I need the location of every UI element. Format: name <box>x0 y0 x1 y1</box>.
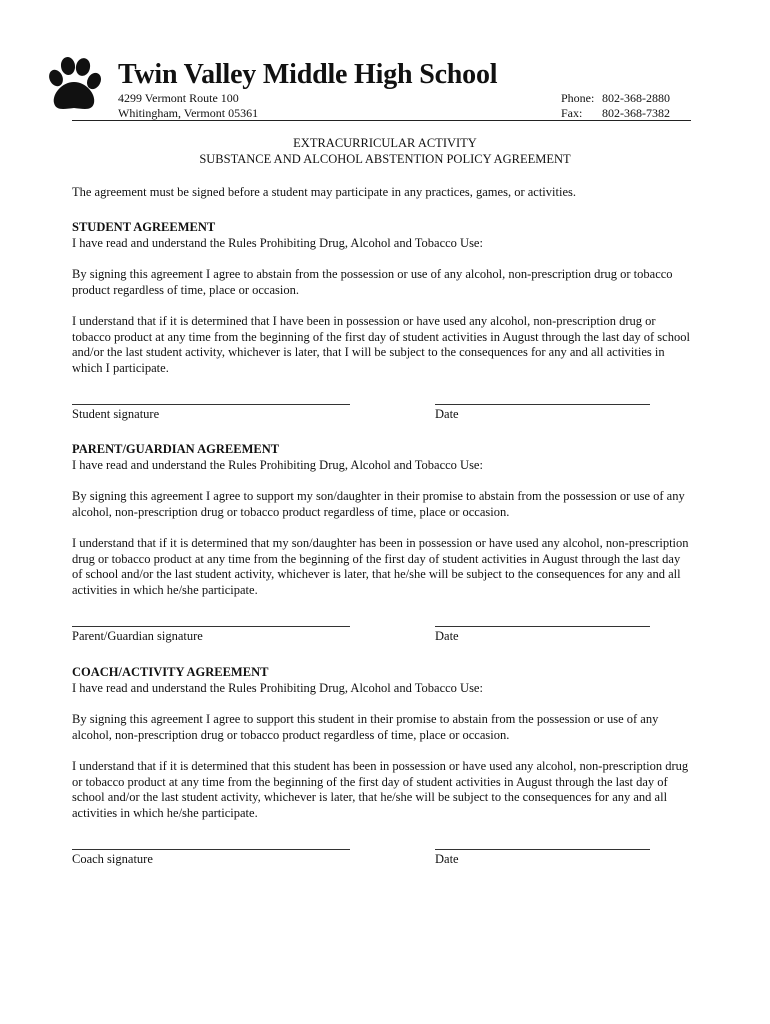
parent-para1: By signing this agreement I agree to support my son/daughter in their promise to abstain from the possession or use of any alcohol, non-prescription drug or tobacco product regardless of time, place or occasion. <box>72 489 685 519</box>
address-line2: Whitingham, Vermont 05361 <box>118 106 259 120</box>
coach-read-line: I have read and understand the Rules Prohibiting Drug, Alcohol and Tobacco Use: <box>72 681 483 695</box>
doc-title-line1: EXTRACURRICULAR ACTIVITY <box>293 136 477 150</box>
student-heading: STUDENT AGREEMENT <box>72 220 216 234</box>
student-signature-label: Student signature <box>72 407 160 421</box>
parent-heading: PARENT/GUARDIAN AGREEMENT <box>72 442 280 456</box>
student-signature-line[interactable] <box>72 404 350 405</box>
phone-value: 802-368-2880 <box>602 91 670 105</box>
coach-para2: I understand that if it is determined that this student has been in possession or have used any alcohol, non-prescription drug or tobacco product at any time from the beginning of the first day of student activities in August through the last day of school and/or the last student activity, whichever is later, that he/she will be subject to the consequences for any and all activities in which he/she participate. <box>72 759 689 820</box>
coach-heading: COACH/ACTIVITY AGREEMENT <box>72 665 269 679</box>
coach-date-label: Date <box>435 852 459 866</box>
parent-signature-line[interactable] <box>72 626 350 627</box>
parent-para2: I understand that if it is determined that my son/daughter has been in possession or have used any alcohol, non-prescription drug or tobacco product at any time from the beginning of the first day of student activities in August through the last day of school and/or the last student activity, whichever is later, that he/she will be subject to the consequences for any and all activities in which he/she participate. <box>72 536 689 597</box>
coach-signature-label: Coach signature <box>72 852 153 866</box>
student-date-label: Date <box>435 407 459 421</box>
student-para1: By signing this agreement I agree to abstain from the possession or use of any alcohol, non-prescription drug or tobacco product regardless of time, place or occasion. <box>72 267 673 297</box>
fax-label: Fax: <box>561 106 583 120</box>
school-name: Twin Valley Middle High School <box>118 59 498 90</box>
phone-label: Phone: <box>561 91 595 105</box>
paw-print-icon <box>46 56 102 114</box>
doc-title-line2: SUBSTANCE AND ALCOHOL ABSTENTION POLICY AGREEMENT <box>199 152 571 166</box>
parent-signature-label: Parent/Guardian signature <box>72 629 203 643</box>
parent-date-line[interactable] <box>435 626 650 627</box>
parent-date-label: Date <box>435 629 459 643</box>
header-divider <box>72 120 691 121</box>
fax-value: 802-368-7382 <box>602 106 670 120</box>
intro-text: The agreement must be signed before a student may participate in any practices, games, or activities. <box>72 185 576 199</box>
parent-read-line: I have read and understand the Rules Prohibiting Drug, Alcohol and Tobacco Use: <box>72 458 483 472</box>
coach-date-line[interactable] <box>435 849 650 850</box>
student-date-line[interactable] <box>435 404 650 405</box>
coach-signature-line[interactable] <box>72 849 350 850</box>
student-para2: I understand that if it is determined that I have been in possession or have used any alcohol, non-prescription drug or tobacco product at any time from the beginning of the first day of student activities in August through the last day of school and/or the last student activity, whichever is later, that I will be subject to the consequences for any and all activities in which I participate. <box>72 314 690 375</box>
student-read-line: I have read and understand the Rules Prohibiting Drug, Alcohol and Tobacco Use: <box>72 236 483 250</box>
address-line1: 4299 Vermont Route 100 <box>118 91 239 105</box>
coach-para1: By signing this agreement I agree to support this student in their promise to abstain from the possession or use of any alcohol, non-prescription drug or tobacco product regardless of time, place or occasion. <box>72 712 659 742</box>
